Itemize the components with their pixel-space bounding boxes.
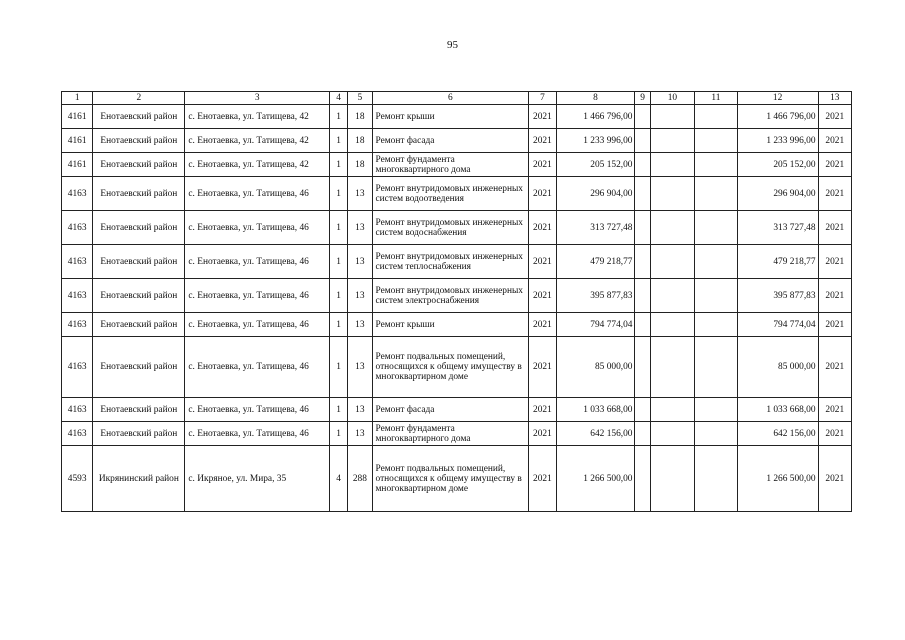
year-cell: 2021 <box>529 398 556 422</box>
table-row <box>62 279 852 313</box>
table-row <box>62 422 852 446</box>
empty-cell <box>635 398 650 422</box>
work-type-cell: Ремонт фасада <box>372 398 529 422</box>
table-row <box>62 129 852 153</box>
address-cell: с. Енотаевка, ул. Татищева, 46 <box>185 211 330 245</box>
completion-year-cell: 2021 <box>818 177 851 211</box>
number-cell: 13 <box>348 245 372 279</box>
cost-cell: 1 033 668,00 <box>556 398 635 422</box>
page-number: 95 <box>447 39 458 51</box>
empty-cell <box>650 446 695 512</box>
empty-cell <box>695 398 737 422</box>
column-header: 7 <box>529 92 556 105</box>
total-cost-cell: 642 156,00 <box>737 422 818 446</box>
work-type-cell: Ремонт фасада <box>372 129 529 153</box>
cost-cell: 313 727,48 <box>556 211 635 245</box>
district-cell: Енотаевский район <box>93 245 185 279</box>
year-cell: 2021 <box>529 105 556 129</box>
address-cell: с. Енотаевка, ул. Татищева, 46 <box>185 279 330 313</box>
empty-cell <box>650 313 695 337</box>
table-row <box>62 153 852 177</box>
work-type-cell: Ремонт фундамента многоквартирного дома <box>372 422 529 446</box>
column-number-row <box>62 92 852 105</box>
table-row <box>62 245 852 279</box>
count-cell: 1 <box>330 177 348 211</box>
empty-cell <box>695 337 737 398</box>
cost-cell: 479 218,77 <box>556 245 635 279</box>
table-row <box>62 177 852 211</box>
completion-year-cell: 2021 <box>818 153 851 177</box>
total-cost-cell: 296 904,00 <box>737 177 818 211</box>
cost-cell: 642 156,00 <box>556 422 635 446</box>
year-cell: 2021 <box>529 422 556 446</box>
work-type-cell: Ремонт внутридомовых инженерных систем электроснабжения <box>372 279 529 313</box>
empty-cell <box>695 279 737 313</box>
completion-year-cell: 2021 <box>818 105 851 129</box>
row-id-cell: 4163 <box>62 245 93 279</box>
number-cell: 13 <box>348 422 372 446</box>
row-id-cell: 4161 <box>62 153 93 177</box>
empty-cell <box>650 337 695 398</box>
completion-year-cell: 2021 <box>818 245 851 279</box>
completion-year-cell: 2021 <box>818 337 851 398</box>
count-cell: 1 <box>330 279 348 313</box>
year-cell: 2021 <box>529 245 556 279</box>
number-cell: 13 <box>348 337 372 398</box>
count-cell: 1 <box>330 313 348 337</box>
empty-cell <box>635 211 650 245</box>
year-cell: 2021 <box>529 211 556 245</box>
table-row <box>62 105 852 129</box>
work-type-cell: Ремонт подвальных помещений, относящихся к общему имуществу в многоквартирном доме <box>372 337 529 398</box>
row-id-cell: 4163 <box>62 422 93 446</box>
work-type-cell: Ремонт внутридомовых инженерных систем водоснабжения <box>372 211 529 245</box>
empty-cell <box>650 129 695 153</box>
address-cell: с. Енотаевка, ул. Татищева, 46 <box>185 422 330 446</box>
number-cell: 13 <box>348 279 372 313</box>
year-cell: 2021 <box>529 313 556 337</box>
table-row <box>62 398 852 422</box>
total-cost-cell: 205 152,00 <box>737 153 818 177</box>
completion-year-cell: 2021 <box>818 279 851 313</box>
column-header: 3 <box>185 92 330 105</box>
district-cell: Икрянинский район <box>93 446 185 512</box>
table-row <box>62 211 852 245</box>
column-header: 6 <box>372 92 529 105</box>
count-cell: 1 <box>330 245 348 279</box>
cost-cell: 794 774,04 <box>556 313 635 337</box>
address-cell: с. Енотаевка, ул. Татищева, 42 <box>185 129 330 153</box>
district-cell: Енотаевский район <box>93 211 185 245</box>
count-cell: 1 <box>330 105 348 129</box>
completion-year-cell: 2021 <box>818 398 851 422</box>
empty-cell <box>635 105 650 129</box>
column-header: 2 <box>93 92 185 105</box>
empty-cell <box>650 177 695 211</box>
empty-cell <box>695 422 737 446</box>
work-type-cell: Ремонт внутридомовых инженерных систем водоотведения <box>372 177 529 211</box>
completion-year-cell: 2021 <box>818 446 851 512</box>
column-header: 5 <box>348 92 372 105</box>
address-cell: с. Енотаевка, ул. Татищева, 42 <box>185 105 330 129</box>
column-header: 12 <box>737 92 818 105</box>
empty-cell <box>635 313 650 337</box>
number-cell: 13 <box>348 177 372 211</box>
empty-cell <box>635 153 650 177</box>
column-header: 9 <box>635 92 650 105</box>
total-cost-cell: 479 218,77 <box>737 245 818 279</box>
row-id-cell: 4163 <box>62 398 93 422</box>
empty-cell <box>635 129 650 153</box>
district-cell: Енотаевский район <box>93 279 185 313</box>
cost-cell: 1 266 500,00 <box>556 446 635 512</box>
table-row <box>62 446 852 512</box>
district-cell: Енотаевский район <box>93 129 185 153</box>
year-cell: 2021 <box>529 337 556 398</box>
column-header: 1 <box>62 92 93 105</box>
number-cell: 13 <box>348 398 372 422</box>
column-header: 8 <box>556 92 635 105</box>
count-cell: 1 <box>330 153 348 177</box>
total-cost-cell: 1 233 996,00 <box>737 129 818 153</box>
year-cell: 2021 <box>529 129 556 153</box>
completion-year-cell: 2021 <box>818 422 851 446</box>
total-cost-cell: 395 877,83 <box>737 279 818 313</box>
column-header: 11 <box>695 92 737 105</box>
total-cost-cell: 313 727,48 <box>737 211 818 245</box>
year-cell: 2021 <box>529 177 556 211</box>
empty-cell <box>695 313 737 337</box>
cost-cell: 1 233 996,00 <box>556 129 635 153</box>
empty-cell <box>650 245 695 279</box>
completion-year-cell: 2021 <box>818 129 851 153</box>
empty-cell <box>650 422 695 446</box>
row-id-cell: 4163 <box>62 313 93 337</box>
empty-cell <box>695 177 737 211</box>
completion-year-cell: 2021 <box>818 313 851 337</box>
district-cell: Енотаевский район <box>93 398 185 422</box>
address-cell: с. Енотаевка, ул. Татищева, 46 <box>185 177 330 211</box>
year-cell: 2021 <box>529 446 556 512</box>
number-cell: 13 <box>348 313 372 337</box>
empty-cell <box>695 446 737 512</box>
year-cell: 2021 <box>529 279 556 313</box>
address-cell: с. Енотаевка, ул. Татищева, 46 <box>185 337 330 398</box>
address-cell: с. Енотаевка, ул. Татищева, 42 <box>185 153 330 177</box>
address-cell: с. Икряное, ул. Мира, 35 <box>185 446 330 512</box>
empty-cell <box>650 153 695 177</box>
row-id-cell: 4163 <box>62 337 93 398</box>
table-row <box>62 313 852 337</box>
column-header: 13 <box>818 92 851 105</box>
cost-cell: 296 904,00 <box>556 177 635 211</box>
address-cell: с. Енотаевка, ул. Татищева, 46 <box>185 245 330 279</box>
empty-cell <box>635 422 650 446</box>
works-table <box>61 91 852 512</box>
number-cell: 18 <box>348 129 372 153</box>
district-cell: Енотаевский район <box>93 337 185 398</box>
district-cell: Енотаевский район <box>93 177 185 211</box>
empty-cell <box>695 105 737 129</box>
count-cell: 4 <box>330 446 348 512</box>
table-body <box>62 105 852 512</box>
work-type-cell: Ремонт внутридомовых инженерных систем теплоснабжения <box>372 245 529 279</box>
count-cell: 1 <box>330 129 348 153</box>
empty-cell <box>635 337 650 398</box>
number-cell: 288 <box>348 446 372 512</box>
total-cost-cell: 1 266 500,00 <box>737 446 818 512</box>
district-cell: Енотаевский район <box>93 105 185 129</box>
address-cell: с. Енотаевка, ул. Татищева, 46 <box>185 398 330 422</box>
count-cell: 1 <box>330 211 348 245</box>
empty-cell <box>650 398 695 422</box>
empty-cell <box>695 129 737 153</box>
empty-cell <box>635 446 650 512</box>
empty-cell <box>695 153 737 177</box>
empty-cell <box>695 211 737 245</box>
number-cell: 18 <box>348 153 372 177</box>
cost-cell: 395 877,83 <box>556 279 635 313</box>
row-id-cell: 4161 <box>62 105 93 129</box>
cost-cell: 1 466 796,00 <box>556 105 635 129</box>
year-cell: 2021 <box>529 153 556 177</box>
column-header: 4 <box>330 92 348 105</box>
address-cell: с. Енотаевка, ул. Татищева, 46 <box>185 313 330 337</box>
cost-cell: 205 152,00 <box>556 153 635 177</box>
row-id-cell: 4593 <box>62 446 93 512</box>
total-cost-cell: 1 033 668,00 <box>737 398 818 422</box>
number-cell: 13 <box>348 211 372 245</box>
table-row <box>62 337 852 398</box>
count-cell: 1 <box>330 422 348 446</box>
empty-cell <box>635 177 650 211</box>
empty-cell <box>650 211 695 245</box>
row-id-cell: 4161 <box>62 129 93 153</box>
work-type-cell: Ремонт подвальных помещений, относящихся к общему имуществу в многоквартирном доме <box>372 446 529 512</box>
total-cost-cell: 794 774,04 <box>737 313 818 337</box>
row-id-cell: 4163 <box>62 177 93 211</box>
work-type-cell: Ремонт фундамента многоквартирного дома <box>372 153 529 177</box>
total-cost-cell: 1 466 796,00 <box>737 105 818 129</box>
completion-year-cell: 2021 <box>818 211 851 245</box>
district-cell: Енотаевский район <box>93 153 185 177</box>
count-cell: 1 <box>330 398 348 422</box>
row-id-cell: 4163 <box>62 211 93 245</box>
count-cell: 1 <box>330 337 348 398</box>
district-cell: Енотаевский район <box>93 313 185 337</box>
work-type-cell: Ремонт крыши <box>372 313 529 337</box>
work-type-cell: Ремонт крыши <box>372 105 529 129</box>
empty-cell <box>635 245 650 279</box>
empty-cell <box>695 245 737 279</box>
cost-cell: 85 000,00 <box>556 337 635 398</box>
total-cost-cell: 85 000,00 <box>737 337 818 398</box>
column-header: 10 <box>650 92 695 105</box>
empty-cell <box>650 105 695 129</box>
district-cell: Енотаевский район <box>93 422 185 446</box>
empty-cell <box>635 279 650 313</box>
row-id-cell: 4163 <box>62 279 93 313</box>
empty-cell <box>650 279 695 313</box>
number-cell: 18 <box>348 105 372 129</box>
